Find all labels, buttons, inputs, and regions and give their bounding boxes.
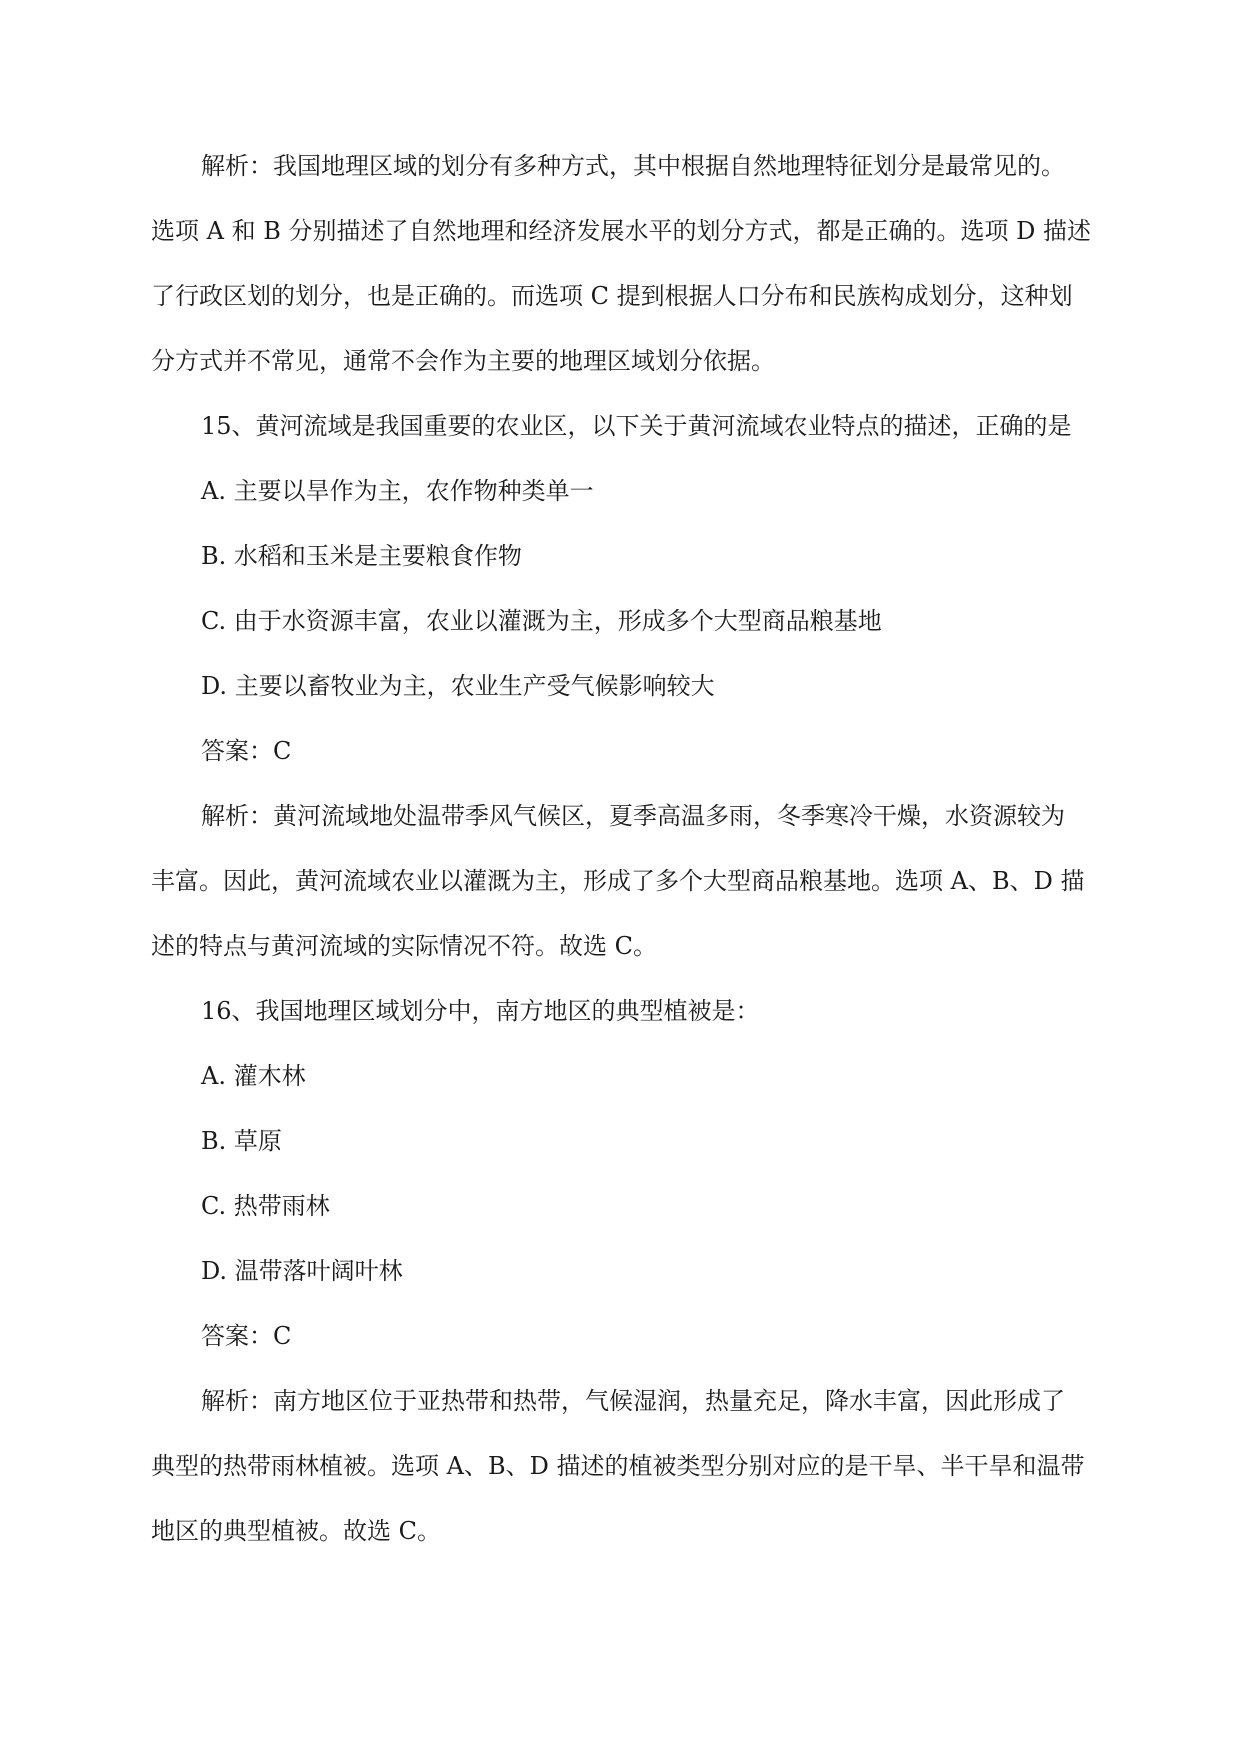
question-15: [151, 394, 1101, 979]
option-a: A. 灌木林: [201, 1062, 306, 1090]
answer: 答案：C: [201, 1322, 292, 1350]
analysis-line: 解析：黄河流域地处温带季风气候区，夏季高温多雨，冬季寒冷干燥，水资源较为: [201, 802, 1065, 830]
option-b: B. 水稻和玉米是主要粮食作物: [201, 542, 522, 570]
answer: 答案：C: [201, 737, 292, 765]
option-a: A. 主要以旱作为主，农作物种类单一: [201, 477, 594, 505]
analysis-line: 解析：我国地理区域的划分有多种方式，其中根据自然地理特征划分是最常见的。: [201, 152, 1065, 180]
question-16: [151, 979, 1101, 1564]
analysis-line: 丰富。因此，黄河流域农业以灌溉为主，形成了多个大型商品粮基地。选项 A、B、D 描: [151, 867, 1085, 895]
document-page: [151, 134, 1101, 1564]
option-d: D. 主要以畜牧业为主，农业生产受气候影响较大: [201, 672, 715, 700]
analysis-line: 分方式并不常见，通常不会作为主要的地理区域划分依据。: [151, 347, 775, 375]
question-stem: 16、我国地理区域划分中，南方地区的典型植被是：: [201, 997, 760, 1025]
option-b: B. 草原: [201, 1127, 282, 1155]
option-c: C. 热带雨林: [201, 1192, 330, 1220]
analysis-line: 解析：南方地区位于亚热带和热带，气候湿润，热量充足，降水丰富，因此形成了: [201, 1387, 1065, 1415]
q14-analysis: [151, 134, 1101, 394]
option-d: D. 温带落叶阔叶林: [201, 1257, 403, 1285]
analysis-line: 选项 A 和 B 分别描述了自然地理和经济发展水平的划分方式，都是正确的。选项 D 描述: [151, 217, 1091, 245]
analysis-line: 典型的热带雨林植被。选项 A、B、D 描述的植被类型分别对应的是干旱、半干旱和温带: [151, 1452, 1085, 1480]
option-c: C. 由于水资源丰富，农业以灌溉为主，形成多个大型商品粮基地: [201, 607, 882, 635]
analysis-line: 了行政区划的划分，也是正确的。而选项 C 提到根据人口分布和民族构成划分，这种划: [151, 282, 1073, 310]
analysis-line: 地区的典型植被。故选 C。: [151, 1517, 441, 1545]
analysis-line: 述的特点与黄河流域的实际情况不符。故选 C。: [151, 932, 657, 960]
question-stem: 15、黄河流域是我国重要的农业区，以下关于黄河流域农业特点的描述，正确的是: [201, 412, 1072, 440]
